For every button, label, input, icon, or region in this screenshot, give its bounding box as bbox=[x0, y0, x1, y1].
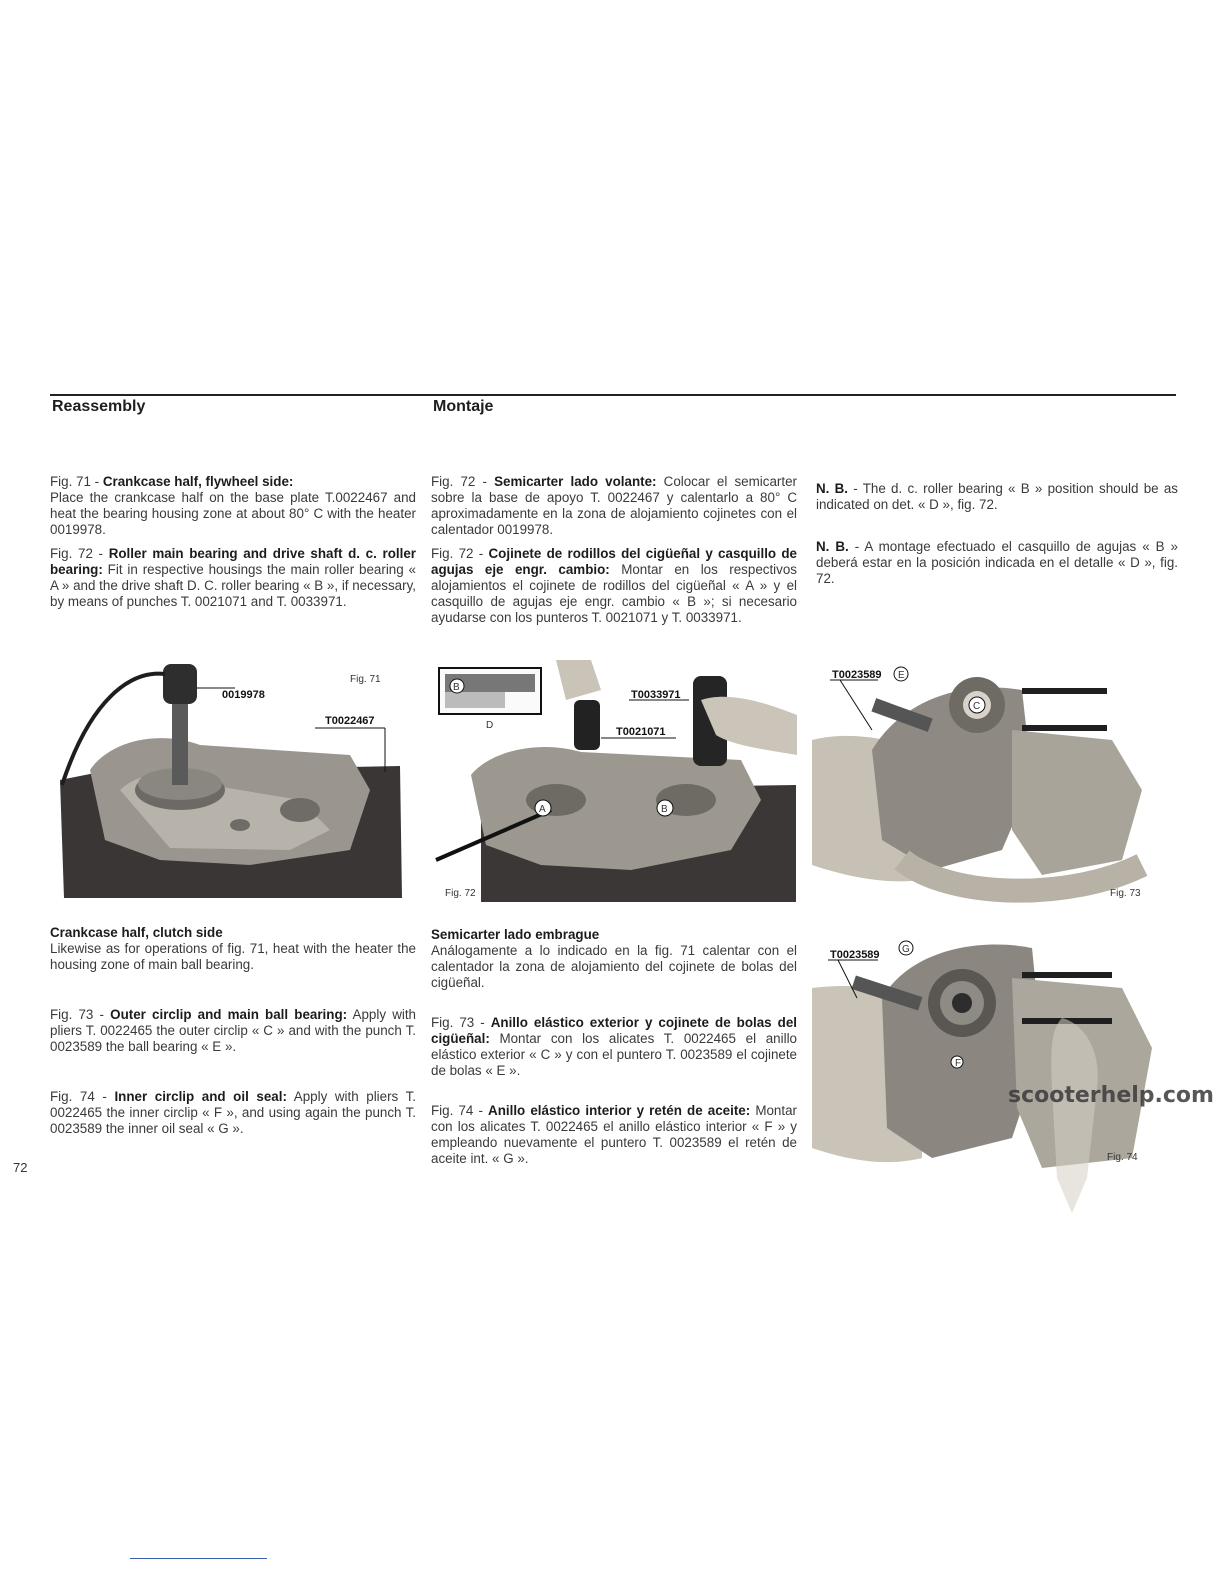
fig72-title: Roller main bearing and drive shaft d. c. roller bearing: bbox=[50, 546, 416, 577]
fig74-en-title: Inner circlip and oil seal: bbox=[114, 1089, 287, 1104]
fig72-text: Fit in respective housings the main roller bearing « A » and the drive shaft D. C. roller bearing « B », if necessary, by means of punches T. 0021071 and T. 0033971. bbox=[50, 562, 416, 609]
fig74-en-paragraph bbox=[50, 1089, 416, 1137]
fig73-es-paragraph bbox=[431, 1015, 797, 1079]
fig72-callout-punch-1: T0033971 bbox=[631, 689, 681, 701]
header-rule bbox=[50, 394, 1176, 396]
nb2-label: N. B. bbox=[816, 539, 849, 554]
fig71-caption: Fig. 71 bbox=[350, 674, 381, 685]
fig73-es-label: Fig. 73 - bbox=[431, 1015, 491, 1030]
nb1-label: N. B. bbox=[816, 481, 849, 496]
clutch-es-paragraph bbox=[431, 927, 797, 991]
fig72a-es-title: Semicarter lado volante: bbox=[494, 474, 657, 489]
fig71-photo bbox=[50, 660, 416, 902]
spanish-top-column bbox=[431, 474, 797, 634]
fig74-photo bbox=[812, 928, 1214, 1218]
clutch-en-paragraph bbox=[50, 925, 416, 973]
spanish-bottom-column bbox=[431, 927, 797, 1175]
fig72-paragraph bbox=[50, 546, 416, 610]
fig73-marker-e: E bbox=[898, 670, 905, 681]
page-number: 72 bbox=[13, 1160, 28, 1175]
fig73-es-text: Montar con los alicates T. 0022465 el anillo elástico exterior « C » y con el puntero T. 0023589 el cojinete de bolas « E ». bbox=[431, 1031, 797, 1078]
fig71-callout-heater: 0019978 bbox=[222, 689, 265, 701]
fig72a-es-label: Fig. 72 - bbox=[431, 474, 495, 489]
fig71-label: Fig. 71 - bbox=[50, 474, 103, 489]
fig73-en-text: Apply with pliers T. 0022465 the outer circlip « C » and with the punch T. 0023589 the ball bearing « E ». bbox=[50, 1007, 417, 1054]
fig73-en-label: Fig. 73 - bbox=[50, 1007, 111, 1022]
fig72-detail-marker-b: B bbox=[453, 682, 460, 693]
fig72-photo bbox=[431, 660, 797, 902]
fig74-es-paragraph bbox=[431, 1103, 797, 1167]
fig72-marker-a: A bbox=[539, 804, 546, 815]
fig74-en-text: Apply with pliers T. 0022465 the inner circlip « F », and using again the punch T. 0023589 the inner oil seal « G ». bbox=[50, 1089, 417, 1136]
fig71-title: Crankcase half, flywheel side: bbox=[102, 474, 294, 489]
fig74-en-label: Fig. 74 - bbox=[50, 1089, 115, 1104]
english-top-column bbox=[50, 474, 416, 618]
fig72a-es-text: Colocar el semicarter sobre la base de apoyo T. 0022467 y calentarlo a 80° C aproximadamente en la zona de alojamiento cojinetes con el calentador 0019978. bbox=[431, 474, 797, 537]
heading-montaje: Montaje bbox=[433, 398, 494, 415]
fig74-callout-punch: T0023589 bbox=[830, 949, 880, 961]
fig72b-es-title: Cojinete de rodillos del cigüeñal y casquillo de agujas eje engr. cambio: bbox=[431, 546, 797, 577]
fig72b-es-paragraph bbox=[431, 546, 797, 626]
clutch-en-title: Crankcase half, clutch side bbox=[50, 925, 223, 940]
fig73-es-title: Anillo elástico exterior y cojinete de bolas del cigüeñal: bbox=[431, 1015, 797, 1046]
nb2-text: - A montage efectuado el casquillo de agujas « B » deberá estar en la posición indicada en el detalle « D », fig. 72. bbox=[816, 539, 1178, 586]
fig72b-es-text: Montar en los respectivos alojamientos el cojinete de rodillos del cigüeñal « A » y el casquillo de agujas eje engr. cambio « B »; si necesario ayudarse con los punteros T. 0021071 y T. 0033971. bbox=[431, 562, 797, 625]
notes-column bbox=[816, 481, 1178, 595]
fig72-callout-punch-2: T0021071 bbox=[616, 726, 666, 738]
clutch-en-text: Likewise as for operations of fig. 71, heat with the heater the housing zone of main ball bearing. bbox=[50, 941, 416, 972]
clutch-es-title: Semicarter lado embrague bbox=[431, 927, 600, 942]
clutch-es-text: Análogamente a lo indicado en la fig. 71 calentar con el calentador la zona de alojamiento del cojinete de bolas del cigüeñal. bbox=[431, 943, 797, 990]
fig74-es-label: Fig. 74 - bbox=[431, 1103, 489, 1118]
fig72b-es-label: Fig. 72 - bbox=[431, 546, 489, 561]
fig71-callout-baseplate: T0022467 bbox=[325, 715, 375, 727]
fig74-caption: Fig. 74 bbox=[1107, 1152, 1138, 1163]
fig72a-es-paragraph bbox=[431, 474, 797, 538]
bottom-link-underline bbox=[130, 1558, 267, 1559]
fig72-label: Fig. 72 - bbox=[50, 546, 109, 561]
fig73-marker-c: C bbox=[973, 701, 981, 712]
fig72-marker-b: B bbox=[661, 804, 668, 815]
fig73-photo bbox=[812, 660, 1178, 902]
english-bottom-column bbox=[50, 925, 416, 1145]
fig73-callout-punch: T0023589 bbox=[832, 669, 882, 681]
nb1-text: - The d. c. roller bearing « B » position should be as indicated on det. « D », fig. 72. bbox=[816, 481, 1178, 512]
fig71-text: Place the crankcase half on the base plate T.0022467 and heat the bearing housing zone at about 80° C with the heater 0019978. bbox=[50, 490, 416, 537]
nb-spanish bbox=[816, 539, 1178, 587]
fig73-en-paragraph bbox=[50, 1007, 416, 1055]
heading-reassembly: Reassembly bbox=[52, 398, 146, 415]
fig73-caption: Fig. 73 bbox=[1110, 888, 1141, 899]
watermark-text: scooterhelp.com bbox=[1008, 1083, 1214, 1108]
nb-english bbox=[816, 481, 1178, 513]
fig73-en-title: Outer circlip and main ball bearing: bbox=[110, 1007, 348, 1022]
fig74-marker-g: G bbox=[902, 944, 910, 955]
fig74-marker-f: F bbox=[955, 1058, 962, 1069]
fig74-es-title: Anillo elástico interior y retén de aceite: bbox=[488, 1103, 751, 1118]
fig74-es-text: Montar con los alicates T. 0022465 el anillo elástico interior « F » y empleando nuevamente el puntero T. 0023589 el retén de aceite int. « G ». bbox=[431, 1103, 797, 1166]
fig71-paragraph bbox=[50, 474, 416, 538]
fig72-detail-marker-d: D bbox=[486, 720, 494, 731]
fig72-caption: Fig. 72 bbox=[445, 888, 476, 899]
